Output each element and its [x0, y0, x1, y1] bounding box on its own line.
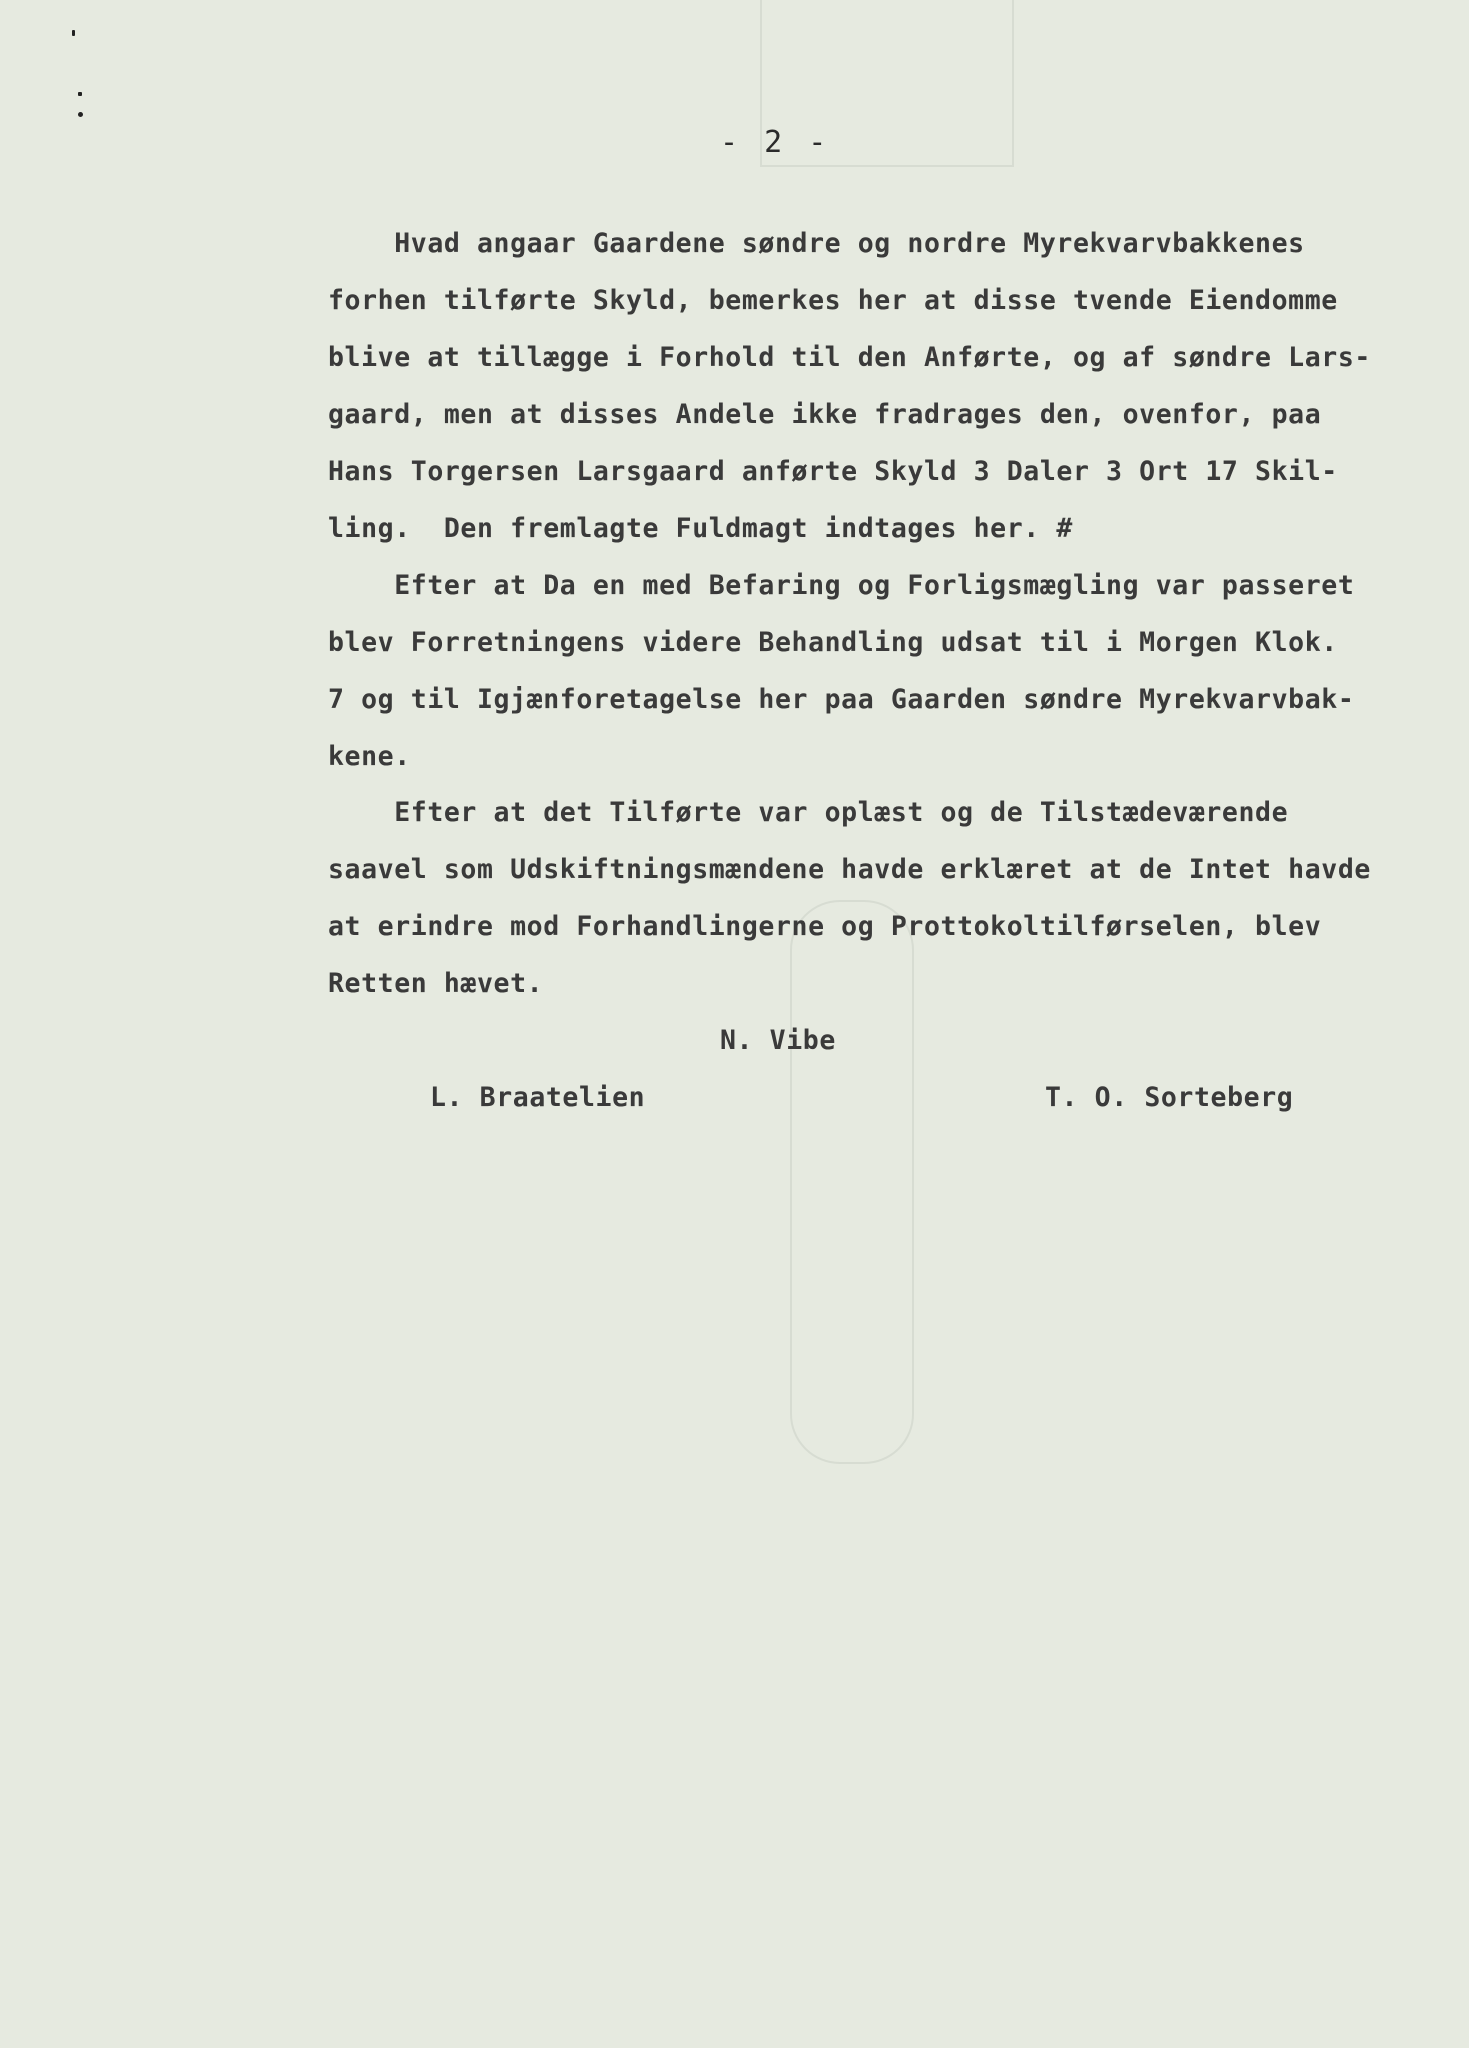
margin-mark: [72, 30, 75, 36]
margin-mark: [78, 92, 82, 96]
text-line-4: gaard, men at disses Andele ikke fradrages den, ovenfor, paa: [328, 399, 1322, 430]
text-line-1: Hvad angaar Gaardene søndre og nordre Myrekvarvbakkenes: [328, 228, 1305, 259]
text-line-10: kene.: [328, 741, 411, 772]
text-line-5: Hans Torgersen Larsgaard anførte Skyld 3 Daler 3 Ort 17 Skil-: [328, 456, 1338, 487]
text-line-14: Retten hævet.: [328, 968, 544, 999]
text-line-9: 7 og til Igjænforetagelse her paa Gaarden søndre Myrekvarvbak-: [328, 684, 1355, 715]
text-line-7: Efter at Da en med Befaring og Forligsmægling var passeret: [328, 570, 1355, 601]
signature-left: L. Braatelien: [430, 1082, 646, 1113]
signature-center: N. Vibe: [720, 1025, 836, 1056]
bleed-through-stamp: [790, 900, 914, 1464]
text-line-13: at erindre mod Forhandlingerne og Prottokoltilførselen, blev: [328, 911, 1322, 942]
text-line-6: ling. Den fremlagte Fuldmagt indtages her. #: [328, 513, 1073, 544]
margin-mark: [78, 112, 83, 117]
text-line-2: forhen tilførte Skyld, bemerkes her at disse tvende Eiendomme: [328, 285, 1338, 316]
signature-right: T. O. Sorteberg: [1045, 1082, 1294, 1113]
text-line-12: saavel som Udskiftningsmændene havde erklæret at de Intet havde: [328, 854, 1371, 885]
text-line-3: blive at tillægge i Forhold til den Anførte, og af søndre Lars-: [328, 342, 1371, 373]
page-number: - 2 -: [720, 125, 831, 160]
text-line-8: blev Forretningens videre Behandling udsat til i Morgen Klok.: [328, 627, 1338, 658]
text-line-11: Efter at det Tilførte var oplæst og de Tilstædeværende: [328, 797, 1289, 828]
